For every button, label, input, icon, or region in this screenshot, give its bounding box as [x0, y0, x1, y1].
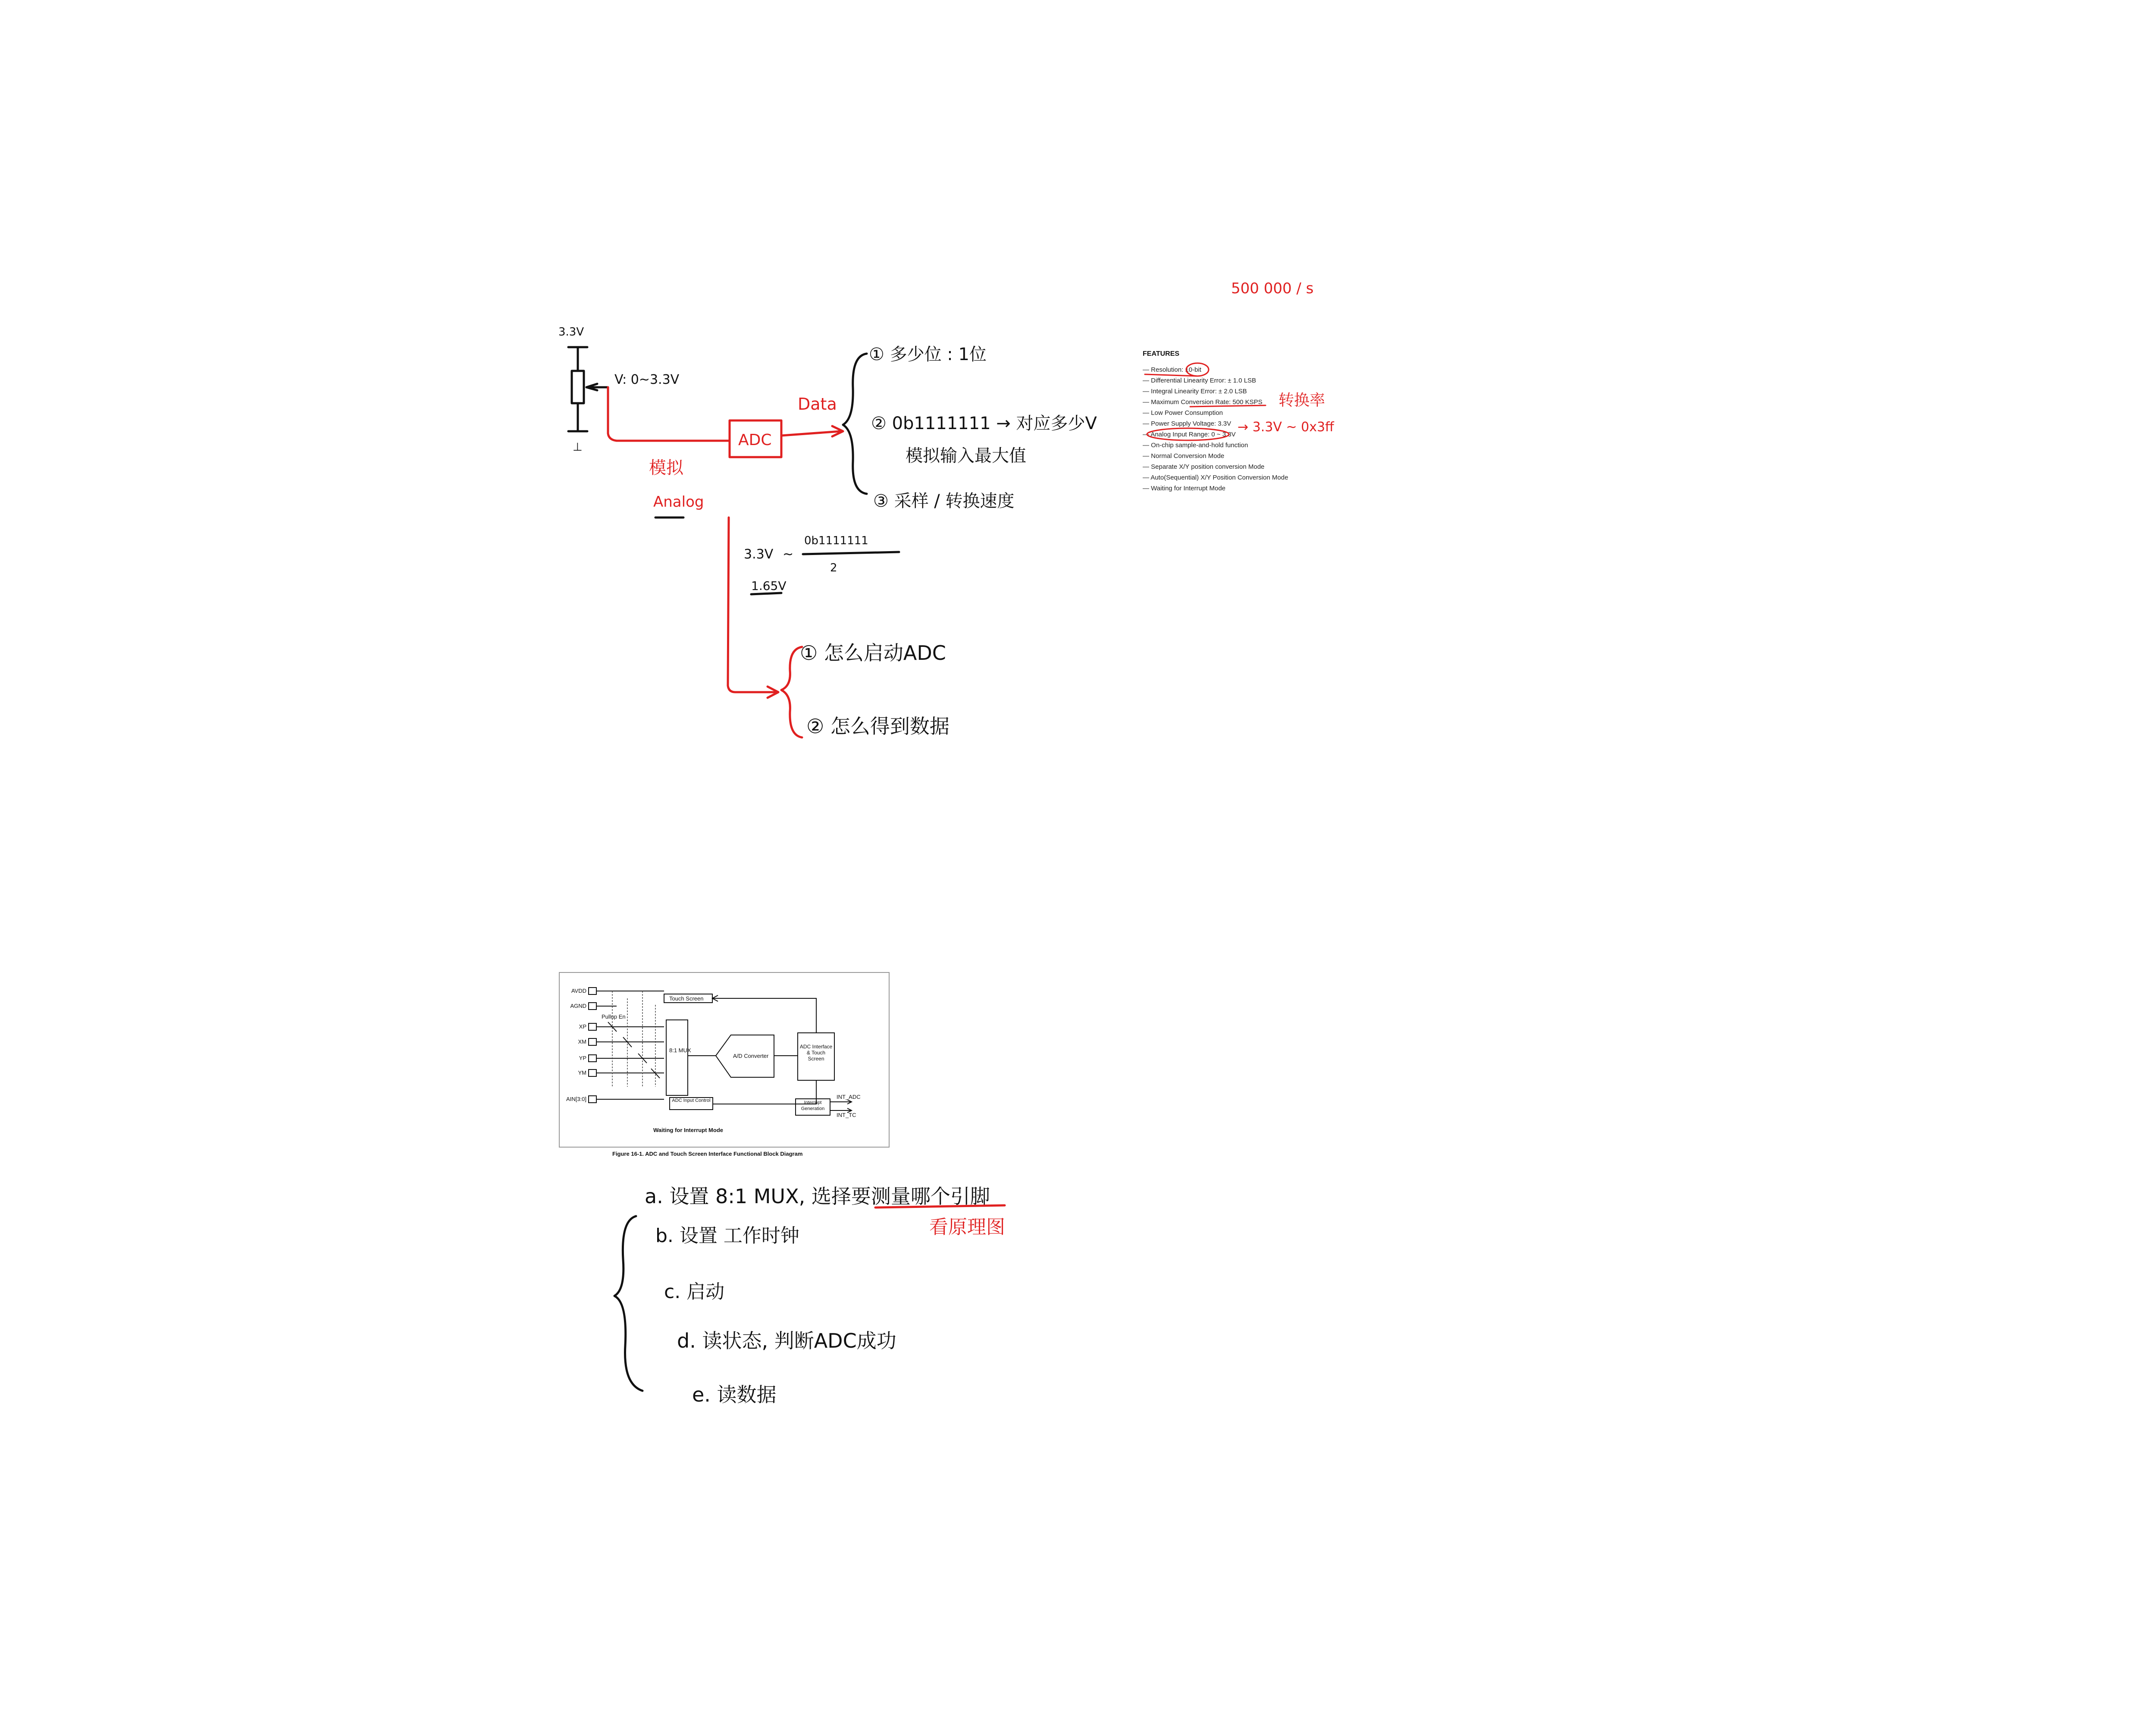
- steps-list: [614, 1185, 1005, 1406]
- int-adc-label: INT_ADC: [837, 1094, 861, 1100]
- speed-note: 转换率: [1279, 392, 1326, 409]
- steps-brace: [614, 1216, 642, 1391]
- item-speed: ③ 采样 / 转换速度: [873, 491, 1015, 511]
- features-panel: [1143, 280, 1335, 492]
- wiper-arrow: [586, 384, 608, 390]
- interface-label: ADC Interface & Touch Screen: [799, 1044, 833, 1062]
- voltage-range-label: V: 0~3.3V: [614, 372, 680, 387]
- range-note: → 3.3V ~ 0x3ff: [1238, 420, 1334, 435]
- analog-en-label: Analog: [653, 493, 704, 511]
- adc-label: ADC: [738, 431, 772, 449]
- feature-item: — Low Power Consumption: [1143, 409, 1223, 417]
- potentiometer-symbol: [568, 347, 587, 431]
- step-a: a. 设置 8:1 MUX, 选择要测量哪个引脚: [645, 1185, 990, 1208]
- feature-item: — Integral Linearity Error: ± 2.0 LSB: [1143, 388, 1247, 395]
- pin-agnd: AGND: [570, 1003, 586, 1009]
- item-max-value: ② 0b1111111 → 对应多少V: [871, 414, 1097, 433]
- block-diagram: [559, 972, 889, 1157]
- step-c: c. 启动: [664, 1281, 725, 1303]
- ground-label: ⊥: [573, 441, 583, 454]
- analog-cn-label: 模拟: [649, 458, 683, 478]
- formula-mid: ~: [783, 547, 794, 562]
- mode-label: Waiting for Interrupt Mode: [653, 1127, 723, 1133]
- supply-label: 3.3V: [558, 326, 584, 339]
- formula-denominator: 2: [830, 561, 837, 574]
- step-d: d. 读状态, 判断ADC成功: [677, 1329, 896, 1352]
- step-e: e. 读数据: [692, 1383, 777, 1406]
- pin-ain: AIN[3:0]: [566, 1096, 586, 1102]
- feature-item: — Analog Input Range: 0 ~ 3.3V: [1143, 431, 1236, 438]
- question-get-data: ② 怎么得到数据: [806, 715, 950, 738]
- questions-brace: [781, 647, 802, 737]
- int-tc-label: INT_TC: [837, 1112, 856, 1118]
- pin-xp: XP: [579, 1023, 586, 1030]
- item-resolution: ① 多少位 : 1位: [869, 345, 987, 364]
- pin-avdd: AVDD: [571, 988, 586, 994]
- rate-note: 500 000 / s: [1231, 280, 1314, 297]
- feature-item: — Waiting for Interrupt Mode: [1143, 485, 1226, 492]
- feature-item: — Auto(Sequential) X/Y Position Conversion Mode: [1143, 474, 1288, 481]
- items-brace: [843, 354, 867, 494]
- pin-ym: YM: [578, 1070, 586, 1076]
- analog-wire: [608, 387, 729, 441]
- converter-label: A/D Converter: [733, 1053, 769, 1059]
- formula-left: 3.3V: [744, 547, 774, 562]
- item-max-input: 模拟输入最大值: [906, 446, 1026, 466]
- step-a-note: 看原理图: [929, 1216, 1005, 1238]
- data-label: Data: [798, 395, 837, 414]
- circuit-sketch: [558, 326, 1097, 738]
- feature-item: — Power Supply Voltage: 3.3V: [1143, 420, 1232, 427]
- data-arrow: [781, 426, 843, 436]
- flow-arrow: [728, 518, 778, 698]
- step-b: b. 设置 工作时钟: [655, 1225, 799, 1247]
- mux-label: 8:1 MUX: [669, 1047, 691, 1054]
- figure-caption: Figure 16-1. ADC and Touch Screen Interface Functional Block Diagram: [612, 1151, 803, 1157]
- feature-item: — Resolution: 10-bit: [1143, 366, 1201, 373]
- formula-numerator: 0b1111111: [804, 534, 868, 547]
- feature-item: — Normal Conversion Mode: [1143, 452, 1225, 460]
- feature-item: — Maximum Conversion Rate: 500 KSPS: [1143, 398, 1263, 406]
- pullup-label: Pullup En: [602, 1013, 626, 1020]
- formula-result: 1.65V: [751, 579, 787, 593]
- interrupt-gen-label: Interrupt Generation: [801, 1100, 825, 1111]
- formula-bar: [803, 552, 899, 554]
- feature-item: — On-chip sample-and-hold function: [1143, 442, 1248, 449]
- resolution-underline: [1145, 374, 1197, 376]
- touch-screen-label: Touch Screen: [669, 995, 704, 1002]
- pin-yp: YP: [579, 1055, 586, 1061]
- feature-item: — Differential Linearity Error: ± 1.0 LSB: [1143, 377, 1257, 384]
- features-title: FEATURES: [1143, 350, 1180, 358]
- input-control-label: ADC Input Control: [672, 1098, 711, 1103]
- formula-underline: [751, 593, 781, 594]
- feature-item: — Separate X/Y position conversion Mode: [1143, 463, 1265, 470]
- pin-xm: XM: [578, 1038, 586, 1045]
- question-start-adc: ① 怎么启动ADC: [800, 641, 946, 665]
